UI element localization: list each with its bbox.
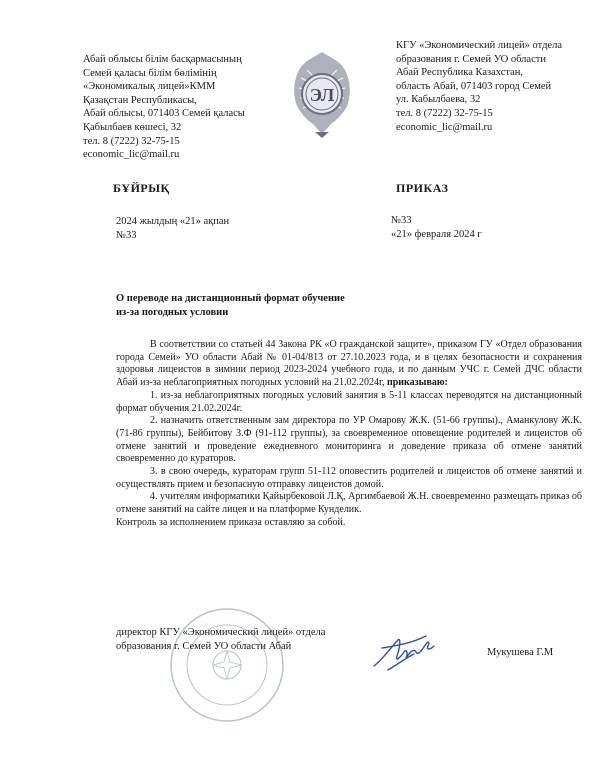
header-right-line: economic_lic@mail.ru [396,121,493,133]
order-title-kz: БҰЙРЫҚ [113,181,170,195]
body-paragraph [116,339,582,390]
official-stamp [168,606,286,724]
order-item-4: 4. учителям информатики Қайырбековой Л.Қ, Аргимбаевой Ж.Н. своевременно размещать приказ об отмене занятий на сайте лицея и на платформе Кунделик. [116,491,582,516]
signature-icon [370,628,440,676]
subject-line: из-за погодных условии [116,306,229,318]
lyceum-logo-icon [283,48,361,140]
signatory-line: директор КГУ «Экономический лицей» отдела [116,627,326,638]
header-left-line: Абай облысы, 071403 Семей қаласы [83,108,245,120]
order-number-ru: №33 [391,215,412,226]
header-left-line: Семей қаласы білім бөлімінің [83,67,217,79]
signatory-title [116,626,325,653]
order-item-1: 1. из-за неблагоприятных погодных условий занятия в 5-11 классах переводятся на дистанционный формат обучения 21.02.2024г. [116,389,582,414]
order-number-kz: №33 [116,230,137,241]
header-left-line: тел. 8 (7222) 32-75-15 [83,135,180,147]
control-statement: Контроль за исполнением приказа оставляю за собой. [116,516,346,528]
stamp-icon [168,606,286,724]
order-date-kz: 2024 жылдың «21» ақпан [116,216,230,227]
signatory-name: Мукушева Г.М [487,647,554,658]
order-date-ru: «21» февраля 2024 г [391,229,482,240]
header-left [83,53,245,162]
header-right-line: Абай Республика Казахстан, [396,67,524,79]
header-right-line: КГУ «Экономический лицей» отдела [396,40,562,51]
header-left-line: Қазақстан Республикасы, [83,94,197,106]
order-title-ru: ПРИКАЗ [396,181,449,195]
subject-line: О переводе на дистанционный формат обучение [116,293,345,304]
order-directive: приказываю: [386,377,448,389]
header-right-line: образования г. Семей УО области [396,53,546,65]
header-right-line: тел. 8 (7222) 32-75-15 [396,107,493,119]
svg-text:ЭЛ: ЭЛ [309,85,335,105]
order-item-3: 3. в свою очередь, кураторам групп 51-112 оповестить родителей и лицеистов об отмене занятий и осуществлять прием и безопасную отправку лицеистов домой. [116,466,582,490]
header-left-line: economic_lic@mail.ru [83,149,180,161]
header-left-line: «Экономикалық лицей»КММ [83,81,216,93]
header-right [396,39,562,134]
order-item-2: 2. назначить ответственным зам директора по УР Омарову Ж.К. (51-66 группы)., Аманкулову Ж.К. (71-86 группы), Бейбитову З.Ф (91-112 группы), за своевременное оповещение родителей и лицеистов об отмене занятий и проведение ежедневного мониторинга и доведение приказа об отмене занятий своевременно до кураторов. [116,415,582,465]
signatory-line: образования г. Семей УО области Абай [116,640,292,652]
header-left-line: Абай облысы білім басқармасының [83,54,242,65]
preamble-text: В соответствии со статьей 44 Закона РК «О гражданской защите», приказом ГУ «Отдел образования города Семей» УО области Абай № 01-04/813 от 27.10.2023 года, и в целях безопасности и сохранения здоровья лицеистов в зимнии период 2023-2024 учебного года, и по данным УЧС г. Семей ДЧС области Абай из-за неблагоприятных погодных условий на 21.02.2024г, [116,339,582,389]
handwritten-signature [370,628,440,676]
header-left-line: Қабылбаев көшесі, 32 [83,121,182,133]
order-subject [116,292,345,319]
header-right-line: ул. Кабылбаева, 32 [396,94,481,106]
order-body [116,339,582,530]
lyceum-logo [283,48,361,140]
header-right-line: область Абай, 071403 город Семей [396,80,552,92]
